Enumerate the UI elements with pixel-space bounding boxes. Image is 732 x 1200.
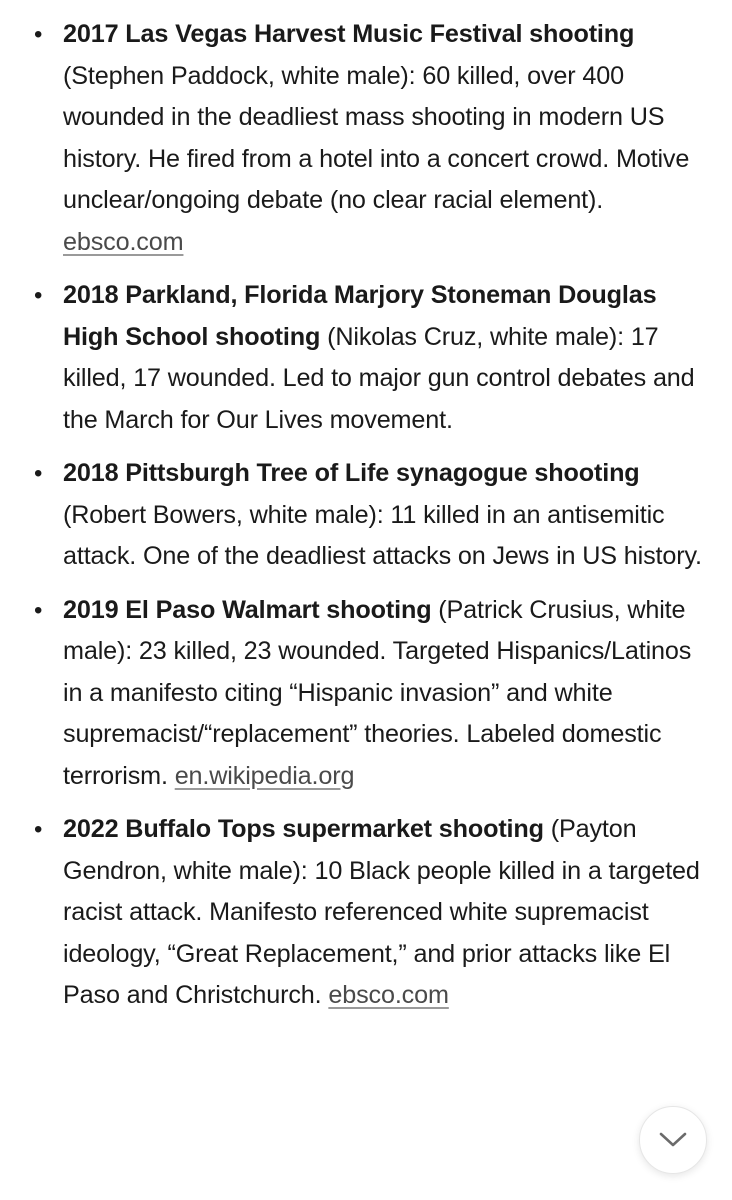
item-text: (Patrick Crusius, white male): 23 killed, 23 wounded. Targeted Hispanics/Latinos in a manifesto citing “Hispanic invasion” and white supremacist/“replacement” theories. Labeled domestic terrorism. — [63, 595, 692, 790]
item-text: (Payton Gendron, white male): 10 Black people killed in a targeted racist attack. Manifesto referenced white supremacist ideology, “Great Replacement,” and prior attacks like El Paso and Christchurch. — [63, 815, 700, 1009]
bullet: • — [34, 596, 43, 624]
item-text: (Robert Bowers, white male): 11 killed in an antisemitic attack. One of the deadliest attacks on Jews in US history. — [63, 500, 702, 570]
item-title: 2019 El Paso Walmart shooting — [63, 595, 432, 624]
item-title: 2017 Las Vegas Harvest Music Festival shooting — [63, 20, 635, 48]
bullet: • — [34, 282, 43, 309]
list-item — [0, 453, 732, 578]
list-item — [0, 590, 732, 798]
item-title: 2018 Pittsburgh Tree of Life synagogue shooting — [63, 459, 640, 487]
source-link[interactable]: en.wikipedia.org — [174, 761, 355, 790]
bullet: • — [34, 460, 43, 487]
item-title: 2022 Buffalo Tops supermarket shooting — [63, 815, 544, 843]
scroll-down-button[interactable] — [639, 1106, 707, 1174]
list-item — [0, 14, 732, 263]
chevron-down-icon — [658, 1131, 688, 1149]
item-text: (Stephen Paddock, white male): 60 killed, over 400 wounded in the deadliest mass shooting in modern US history. He fired from a hotel into a concert crowd. Motive unclear/ongoing debate (no clear racial element). — [63, 61, 690, 214]
source-link[interactable]: ebsco.com — [328, 981, 449, 1009]
source-link[interactable]: ebsco.com — [63, 227, 184, 256]
item-text: (Nikolas Cruz, white male): 17 killed, 17 wounded. Led to major gun control debates and the March for Our Lives movement. — [63, 322, 695, 434]
list-item — [0, 275, 732, 441]
item-title: 2018 Parkland, Florida Marjory Stoneman Douglas High School shooting — [63, 281, 657, 351]
list-item — [0, 809, 732, 1017]
bullet: • — [34, 816, 43, 843]
bullet: • — [34, 21, 43, 48]
